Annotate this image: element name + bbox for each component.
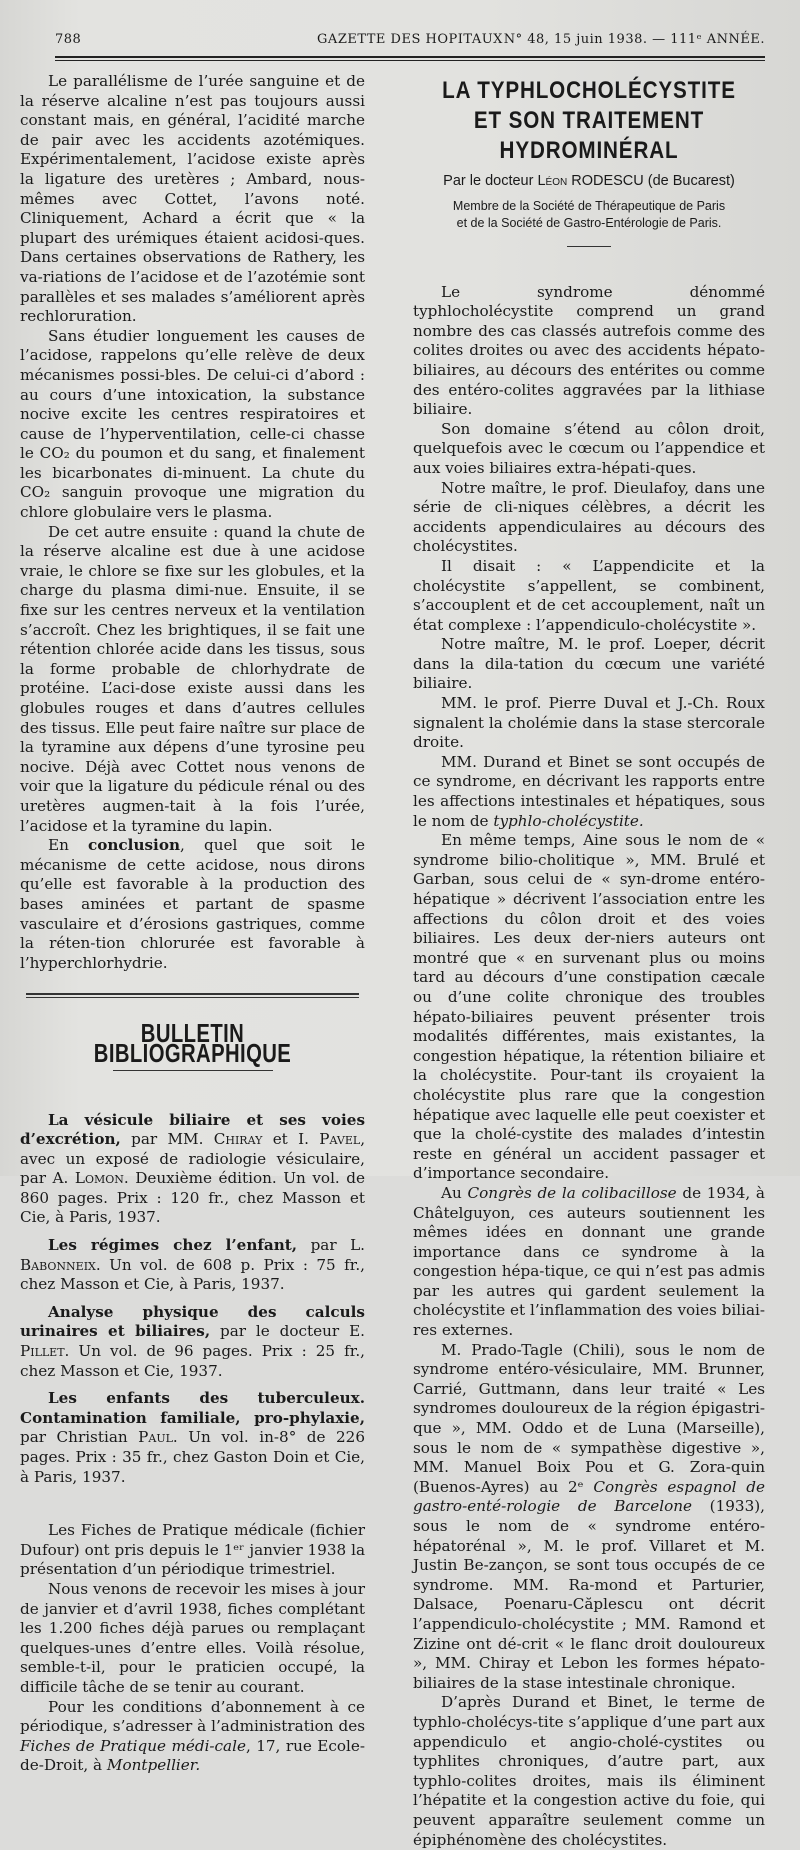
- paragraph: Notre maître, le prof. Dieulafoy, dans une série de cli-niques célèbres, a décrit les accidents appendiculaires au décours des cholécystites.: [413, 478, 765, 556]
- paragraph: Le parallélisme de l’urée sanguine et de la réserve alcaline n’est pas toujours aussi constant mais, en général, l’acidité marche de pair avec les accidents azotémiques. Expérimentalement, l’acidose existe après la ligature des uretères ; Ambard, nous-mêmes avec Cottet, l’avons noté. Cliniquement, Achard a écrit que « la plupart des urémiques étaient acidosi-ques. Dans certaines observations de Rathery, les va-riations de l’acidose et de l’azotémie sont parallèles et ses malades s’améliorent après rechloruration.: [20, 72, 365, 326]
- paragraph: Pour les conditions d’abonnement à ce périodique, s’adresser à l’administration des Fiches de Pratique médi-cale, 17, rue Ecole-de-Droit, à Montpellier.: [20, 1697, 365, 1775]
- paragraph: Nous venons de recevoir les mises à jour de janvier et d’avril 1938, fiches complétant les 1.200 fiches déjà parues ou remplaçant quelques-unes d’entre elles. Voilà résolue, semble-t-il, pour le praticien occupé, la difficile tâche de se tenir au courant.: [20, 1579, 365, 1696]
- section-rule: [26, 993, 359, 995]
- paragraph: En même temps, Aine sous le nom de « syndrome bilio-cholitique », MM. Brulé et Garban, sous celui de « syn-drome entéro-hépatique » décrivent l’association entre les affections du côlon droit et des voies biliaires. Les deux der-niers auteurs ont montré que « en survenant plus ou moins tard au décours d’une constipation cæcale ou d’une colite chronique des troubles hépato-biliaires peuvent présenter trois modalités différentes, mais existantes, la congestion hépatique, la rétention biliaire et la cholécystite. Pour-tant ils croyaient la cholécystite plus rare que la congestion hépatique avec laquelle elle peut coexister et que la cholé-cystite des malades d’intestin reste en général un accident passager et d’importance secondaire.: [413, 831, 765, 1183]
- bulletin-rule: [113, 1070, 273, 1071]
- bulletin-title: BULLETIN BIBLIOGRAPHIQUE: [93, 1018, 292, 1068]
- header-rule: [55, 56, 765, 58]
- right-column: [413, 70, 765, 1850]
- conclusion-word: conclusion: [88, 836, 180, 855]
- header-rule-thin: [55, 60, 765, 61]
- title-rule: [567, 246, 611, 247]
- paragraph: De cet autre ensuite : quand la chute de la réserve alcaline est due à une acidose vraie, le chlore se fixe sur les globules, et la charge du plasma dimi-nue. Ensuite, il se fixe sur les centres nerveux et la ventilation s’accroît. Chez les brightiques, il se fait une rétention chlorée acide dans les tissus, sous la forme probable de chlorhydrate de protéine. L’aci-dose existe aussi dans les globules rouges et dans d’autres cellules des tissus. Elle peut faire naître sur place de la tyramine aux dépens d’une tyrosine peu nocive. Déjà avec Cottet nous venons de voir que la ligature du pédicule rénal ou des uretères augmen-tait à la fois l’urée, l’acidose et la tyramine du lapin.: [20, 522, 365, 835]
- issue-info: N° 48, 15 juin 1938. — 111ᵉ ANNÉE.: [503, 32, 765, 47]
- article-author: Par le docteur Léon RODESCU (de Bucarest): [443, 173, 735, 189]
- left-column: [20, 70, 365, 1776]
- paragraph: Les Fiches de Pratique médicale (fichier Dufour) ont pris depuis le 1ᵉʳ janvier 1938 la présentation d’un périodique trimestriel.: [20, 1521, 365, 1579]
- bibliography: [20, 1111, 365, 1488]
- conclusion-paragraph: En conclusion, quel que soit le mécanisme de cette acidose, nous dirons qu’elle est favorable à la production des bases aminées et partant de spasme vasculaire et d’érosions gastriques, comme la réten-tion chlorurée est favorable à l’hyperchlorhydrie.: [20, 836, 365, 972]
- paragraph: Au Congrès de la colibacillose de 1934, à Châtelguyon, ces auteurs soutiennent les mêmes idées en donnant une grande importance dans ce syndrome à la congestion hépa-tique, ce qui n’est pas admis par les autres qui gardent seulement la cholécystite et l’inflammation des voies biliai-res externes.: [413, 1183, 765, 1340]
- section-rule-thin: [26, 997, 359, 998]
- author-affiliation: Membre de la Société de Thérapeutique de Paris et de la Société de Gastro-Entérologie de Paris.: [452, 198, 726, 230]
- bib-entry: Les régimes chez l’enfant, par L. Babonneix. Un vol. de 608 p. Prix : 75 fr., chez Masson et Cie, à Paris, 1937.: [20, 1236, 365, 1294]
- article-title: LA TYPHLOCHOLÉCYSTITE ET SON TRAITEMENT HYDROMINÉRAL: [442, 77, 736, 164]
- running-header: [55, 30, 765, 52]
- paragraph: MM. le prof. Pierre Duval et J.-Ch. Roux signalent la cholémie dans la stase stercorale droite.: [413, 694, 765, 752]
- paragraph: M. Prado-Tagle (Chili), sous le nom de syndrome entéro-vésiculaire, MM. Brunner, Carrié, Guttmann, dans leur traité « Les syndromes douloureux de la région épigastri-que », MM. Oddo et de Luna (Marseille), sous le nom de « sympathèse digestive », MM. Manuel Boix Pou et G. Zora-quin (Buenos-Ayres) au 2ᵉ Congrès espagnol de gastro-enté-rologie de Barcelone (1933), sous le nom de « syndrome entéro-hépatorénal », M. le prof. Villaret et M. Justin Be-zançon, se sont tous occupés de ce syndrome. MM. Ra-mond et Parturier, Dalsace, Poenaru-Căplescu ont décrit l’appendiculo-cholécystite ; MM. Ramond et Zizine ont dé-crit « le flanc droit douloureux », MM. Chiray et Lebon les formes hépato-biliaires de la stase intestinale chronique.: [413, 1340, 765, 1692]
- page-number: 788: [55, 32, 82, 47]
- paragraph: D’après Durand et Binet, le terme de typhlo-cholécys-tite s’applique d’une part aux appendiculo et angio-cholé-cystites ou typhlites chroniques, d’autre part, aux typhlo-colites droites, mais ils éliminent l’hépatite et la congestion active du foie, qui peuvent apparaître seulement comme un épiphénomène des cholécystites.: [413, 1693, 765, 1849]
- paragraph: Le syndrome dénommé typhlocholécystite comprend un grand nombre des cas classés autrefois comme des colites droites ou avec des accidents hépato-biliaires, au décours des entérites ou comme des entéro-colites aggravées par la lithiase biliaire.: [413, 282, 765, 419]
- paragraph: Sans étudier longuement les causes de l’acidose, rappelons qu’elle relève de deux mécanismes possi-bles. De celui-ci d’abord : au cours d’une intoxication, la substance nocive excite les centres respiratoires et cause de l’hyperventilation, celle-ci chasse le CO₂ du poumon et du sang, et finalement les bicarbonates di-minuent. La chute du CO₂ sanguin provoque une migration du chlore globulaire vers le plasma.: [20, 326, 365, 522]
- paragraph: Son domaine s’étend au côlon droit, quelquefois avec le cœcum ou l’appendice et aux voies biliaires extra-hépati-ques.: [413, 419, 765, 477]
- bib-entry: La vésicule biliaire et ses voies d’excrétion, par MM. Chiray et I. Pavel, avec un exposé de radiologie vésiculaire, par A. Lomon. Deuxième édition. Un vol. de 860 pages. Prix : 120 fr., chez Masson et Cie, à Paris, 1937.: [20, 1110, 366, 1227]
- paragraph: Notre maître, M. le prof. Loeper, décrit dans la dila-tation du cœcum une variété biliaire.: [413, 635, 765, 693]
- bib-entry: Les enfants des tuberculeux. Contamination familiale, pro-phylaxie, par Christian Paul. Un vol. in-8° de 226 pages. Prix : 35 fr., chez Gaston Doin et Cie, à Paris, 1937.: [20, 1389, 365, 1486]
- paragraph: MM. Durand et Binet se sont occupés de ce syndrome, en décrivant les rapports entre les affections intestinales et hépatiques, sous le nom de typhlo-cholécystite.: [413, 752, 765, 830]
- paragraph: Il disait : « L’appendicite et la cholécystite s’appellent, se combinent, s’accouplent et de cet accouplement, naît un état complexe : l’appendiculo-cholécystite ».: [413, 556, 765, 634]
- bib-entry: Analyse physique des calculs urinaires et biliaires, par le docteur E. Pillet. Un vol. de 96 pages. Prix : 25 fr., chez Masson et Cie, 1937.: [20, 1302, 365, 1380]
- journal-title: GAZETTE DES HOPITAUX: [317, 32, 503, 47]
